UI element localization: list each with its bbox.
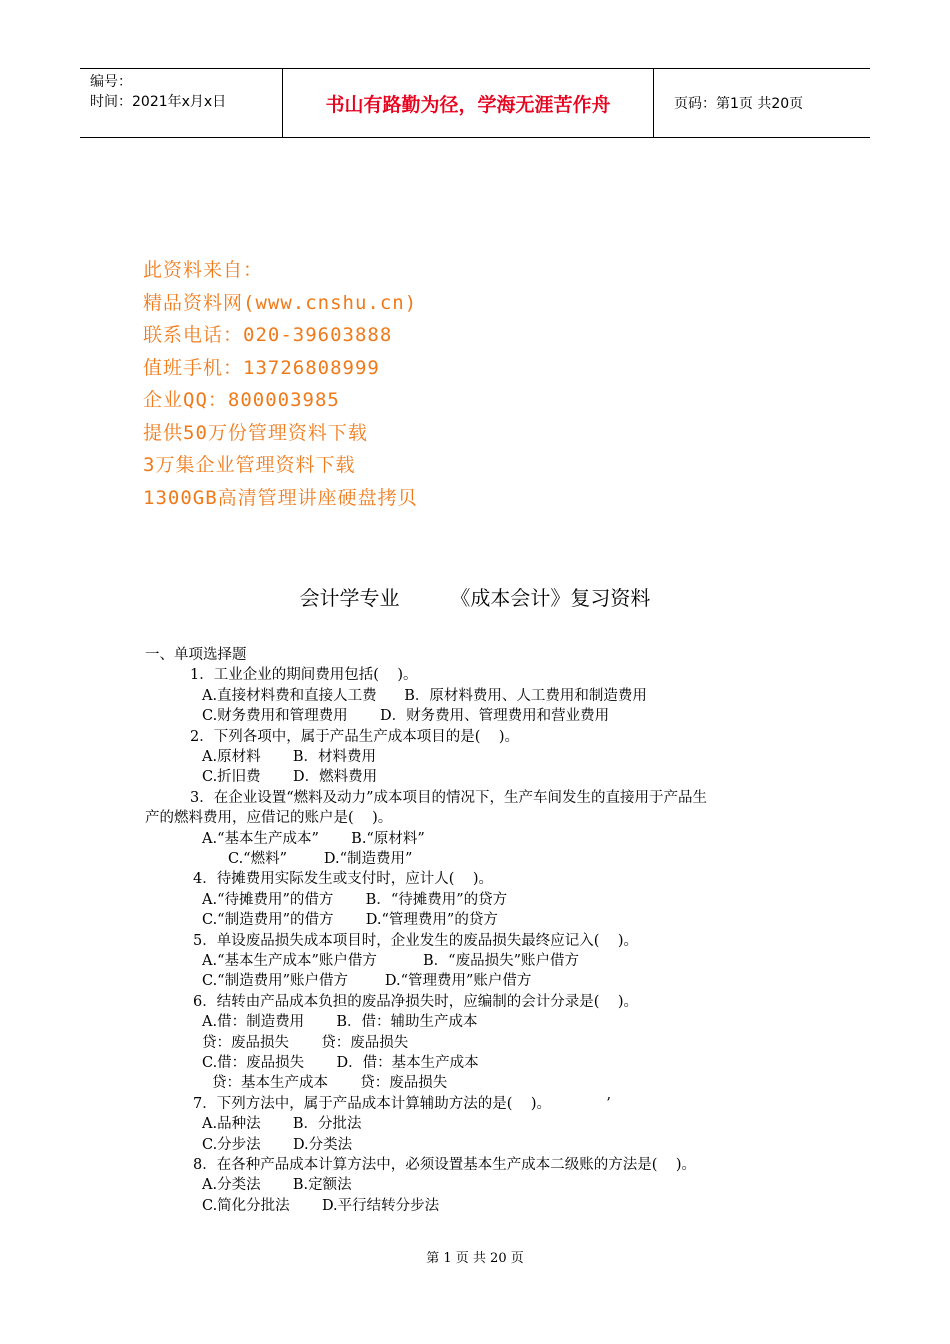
question-line: 2．下列各项中，属于产品生产成本项目的是( )。 [190, 728, 519, 745]
promo-line: 提供50万份管理资料下载 [143, 421, 368, 444]
question-line: A.“基本生产成本”账户借方 B．“废品损失”账户借方 [202, 953, 579, 969]
question-line: A.直接材料费和直接人工费 B．原材料费用、人工费用和制造费用 [202, 687, 647, 704]
question-line: 产的燃料费用，应借记的账户是( )。 [145, 810, 393, 827]
promo-block [143, 254, 418, 514]
time-label: 时间：2021年x月x日 [90, 94, 227, 110]
question-line: C.简化分批法 D.平行结转分步法 [202, 1197, 440, 1214]
header-motto: 书山有路勤为径，学海无涯苦作舟 [283, 69, 654, 137]
document-title: 会计学专业 《成本会计》复习资料 [299, 586, 651, 610]
promo-line: 1300GB高清管理讲座硬盘拷贝 [143, 486, 418, 509]
question-line: C.“制造费用”的借方 D.“管理费用”的贷方 [202, 912, 498, 929]
question-line: A.“基本生产成本” B.“原材料” [202, 830, 425, 847]
question-line: 7．下列方法中，属于产品成本计算辅助方法的是( )。 ’ [193, 1095, 611, 1112]
question-line: C.“制造费用”账户借方 D.“管理费用”账户借方 [202, 973, 532, 990]
question-line: A.“待摊费用”的借方 B．“待摊费用”的贷方 [202, 891, 508, 908]
page-footer: 第 1 页 共 20 页 [426, 1251, 524, 1266]
question-line: A.原材料 B．材料费用 [202, 749, 376, 765]
promo-line: 联系电话：020-39603888 [143, 324, 393, 346]
question-line: C.财务费用和管理费用 D．财务费用、管理费用和营业费用 [202, 708, 610, 725]
question-line: C.分步法 D.分类法 [202, 1136, 353, 1153]
question-line: 贷：基本生产成本 贷：废品损失 [212, 1075, 448, 1092]
question-line: 6．结转由产品成本负担的废品净损失时，应编制的会计分录是( )。 [193, 993, 638, 1010]
question-line: C.折旧费 D．燃料费用 [202, 769, 378, 786]
promo-line: 值班手机：13726808999 [143, 356, 380, 379]
question-line: C.借：废品损失 D．借：基本生产成本 [202, 1055, 479, 1071]
promo-line: 企业QQ：800003985 [143, 389, 340, 411]
promo-line: 此资料来自： [143, 259, 264, 281]
header-meta-cell [80, 69, 283, 137]
question-line: A.借：制造费用 B．借：辅助生产成本 [202, 1014, 478, 1031]
question-line: 贷：废品损失 贷：废品损失 [202, 1034, 409, 1051]
header-table [80, 68, 870, 138]
number-label: 编号： [90, 74, 132, 90]
promo-line: 精品资料网(www.cnshu.cn) [143, 291, 418, 314]
page-info-text: 页码：第1页 共20页 [674, 96, 804, 112]
section-heading: 一、单项选择题 [145, 647, 247, 663]
question-line: 1．工业企业的期间费用包括( )。 [190, 667, 418, 684]
question-line: 3．在企业设置“燃料及动力”成本项目的情况下，生产车间发生的直接用于产品生 [190, 789, 708, 806]
question-line: 4．待摊费用实际发生或支付时，应计人( )。 [193, 871, 493, 888]
question-line: 8．在各种产品成本计算方法中，必须设置基本生产成本二级账的方法是( )。 [193, 1157, 696, 1173]
question-line: C.“燃料” D.“制造费用” [228, 851, 413, 867]
question-line: A.品种法 B．分批法 [202, 1116, 362, 1133]
header-page-info [664, 69, 870, 137]
question-line: A.分类法 B.定额法 [202, 1177, 352, 1194]
question-line: 5．单设废品损失成本项目时，企业发生的废品损失最终应记入( )。 [193, 932, 638, 949]
promo-line: 3万集企业管理资料下载 [143, 454, 356, 476]
